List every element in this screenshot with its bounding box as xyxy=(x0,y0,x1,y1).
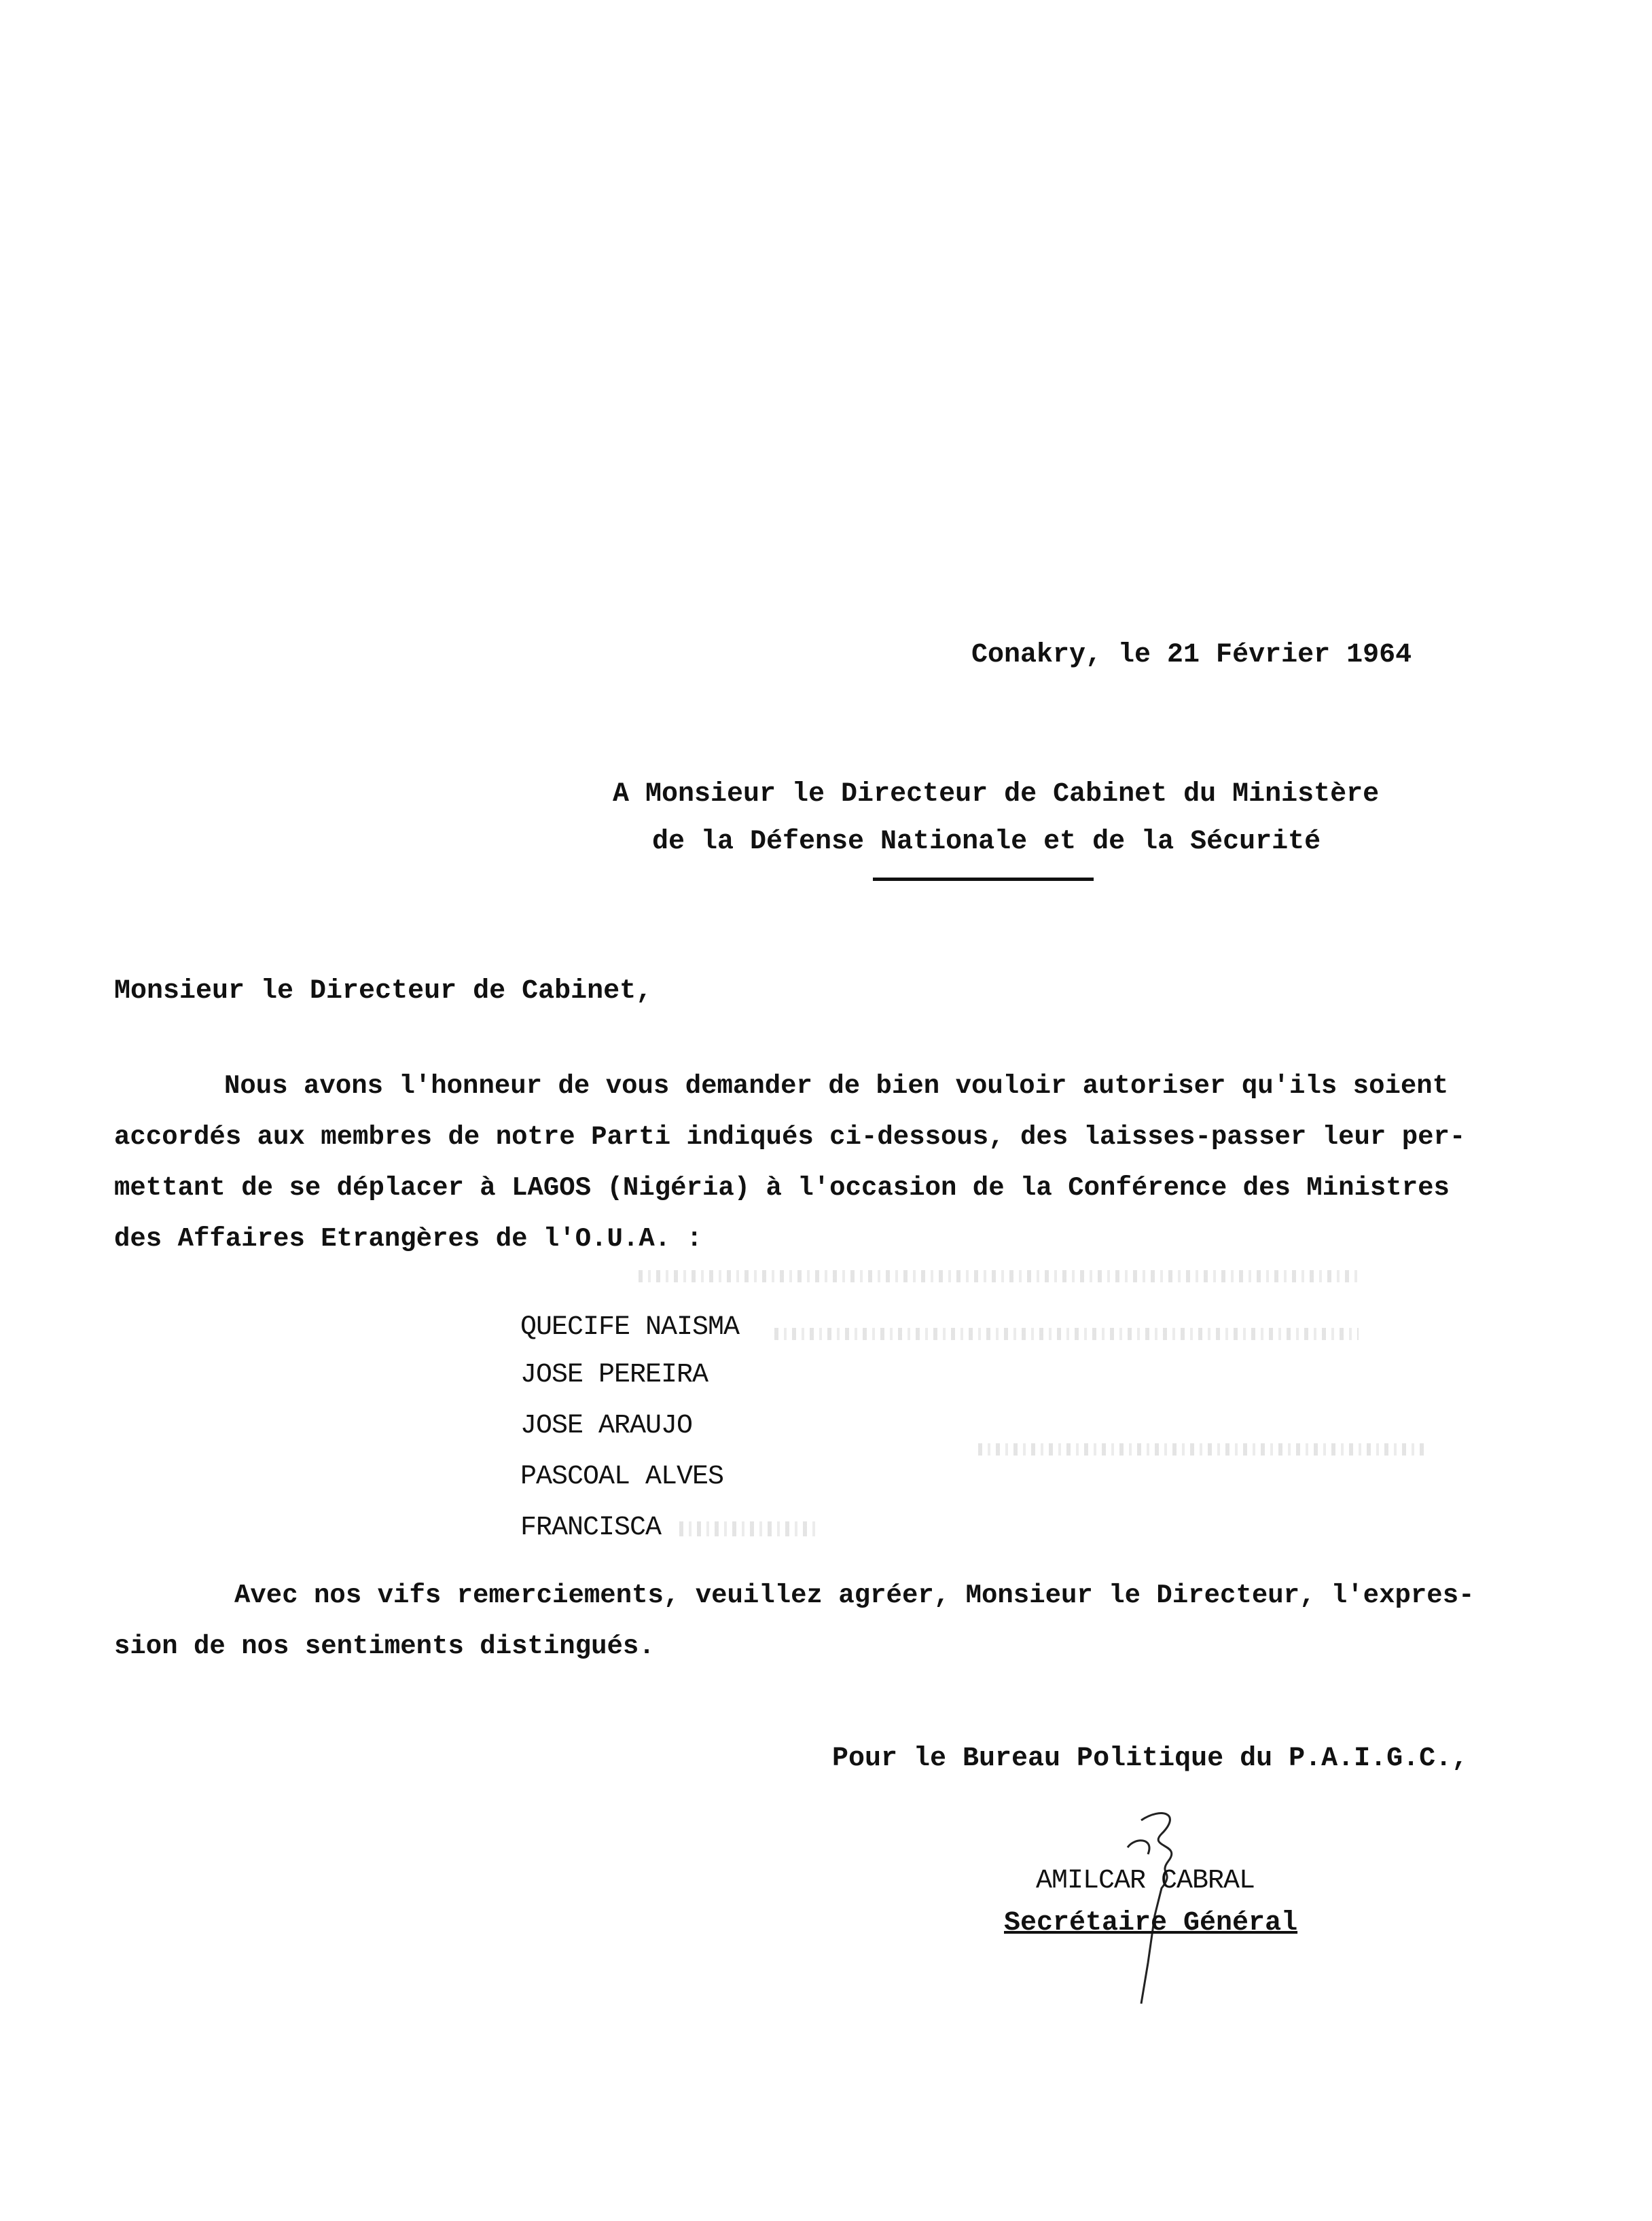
signatory-title: Secrétaire Général xyxy=(1004,1908,1298,1938)
body-line-4: des Affaires Etrangères de l'O.U.A. : xyxy=(114,1224,702,1254)
addressee-underline xyxy=(873,878,1094,881)
salutation: Monsieur le Directeur de Cabinet, xyxy=(114,976,653,1007)
addressee-line-2: de la Défense Nationale et de la Sécurité xyxy=(652,827,1321,857)
body-line-2: accordés aux membres de notre Parti indiqués ci-dessous, des laisses-passer leur per- xyxy=(114,1122,1466,1152)
faded-text-smudge xyxy=(639,1270,1359,1282)
addressee-line-1: A Monsieur le Directeur de Cabinet du Ministère xyxy=(613,779,1380,810)
member-name: JOSE PEREIRA xyxy=(520,1360,708,1390)
redacted-surname xyxy=(679,1521,819,1536)
for-line: Pour le Bureau Politique du P.A.I.G.C., xyxy=(832,1744,1469,1774)
faded-text-smudge xyxy=(978,1443,1426,1456)
signatory-name: AMILCAR CABRAL xyxy=(1036,1866,1255,1896)
faded-text-smudge xyxy=(774,1328,1359,1340)
body-line-3: mettant de se déplacer à LAGOS (Nigéria) à l'occasion de la Conférence des Ministres xyxy=(114,1173,1450,1203)
member-name: QUECIFE NAISMA xyxy=(520,1312,740,1343)
member-name: PASCOAL ALVES xyxy=(520,1462,724,1492)
date-line: Conakry, le 21 Février 1964 xyxy=(971,640,1412,670)
member-name: FRANCISCA xyxy=(520,1513,662,1543)
closing-line-2: sion de nos sentiments distingués. xyxy=(114,1631,655,1661)
closing-line-1: Avec nos vifs remerciements, veuillez agréer, Monsieur le Directeur, l'expres- xyxy=(234,1581,1475,1610)
body-line-1: Nous avons l'honneur de vous demander de bien vouloir autoriser qu'ils soient xyxy=(224,1071,1449,1101)
member-name: JOSE ARAUJO xyxy=(520,1411,693,1441)
